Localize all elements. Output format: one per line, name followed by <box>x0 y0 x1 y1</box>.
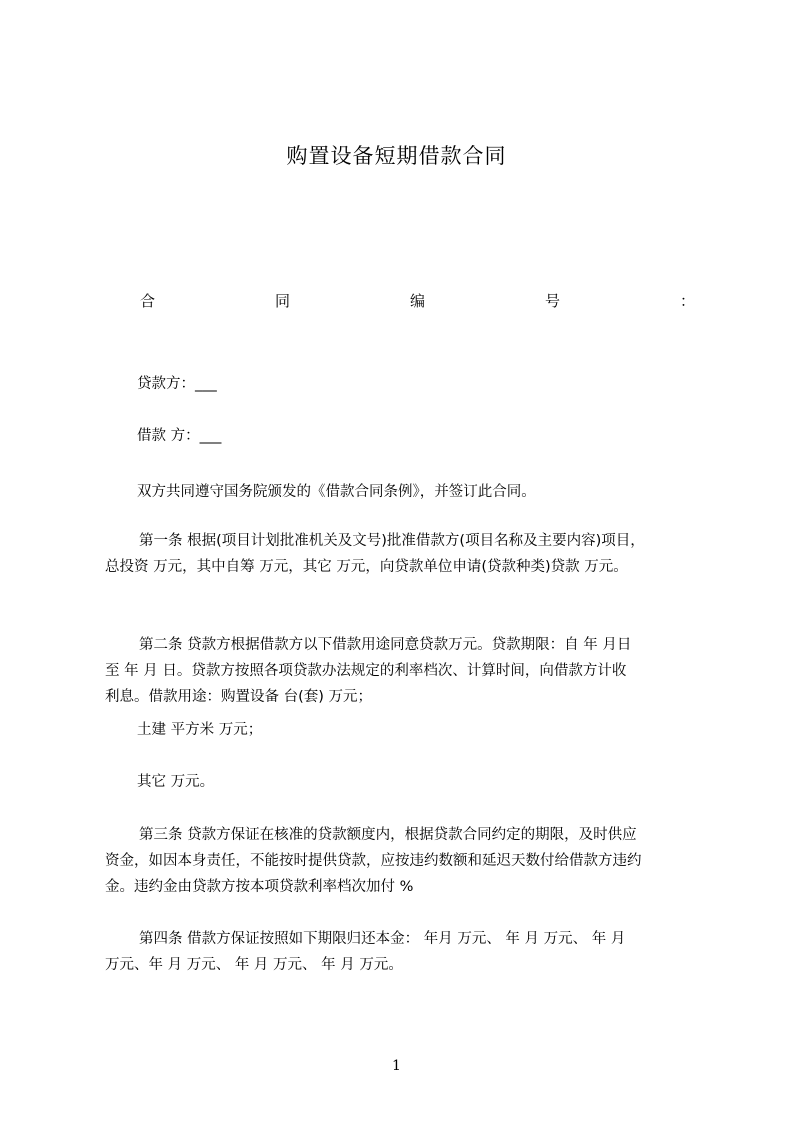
civil-works-line: 土建 平方米 万元； <box>137 722 263 738</box>
contract-number-char: 同 <box>274 292 290 310</box>
article-3-line: 第三条 贷款方保证在核准的贷款额度内，根据贷款合同约定的期限，及时供应 <box>139 827 637 843</box>
article-2-line: 第二条 贷款方根据借款方以下借款用途同意贷款万元。贷款期限：自 年 月日 <box>139 637 632 653</box>
contract-number-colon: ： <box>679 292 695 310</box>
intro-paragraph: 双方共同遵守国务院颁发的《借款合同条例》，并签订此合同。 <box>137 484 536 500</box>
borrower-line: 借款 方：___ <box>137 428 222 444</box>
article-2-line: 利息。借款用途：购置设备 台(套) 万元； <box>105 689 373 705</box>
article-1-line: 总投资 万元，其中自筹 万元，其它 万元，向贷款单位申请(贷款种类)贷款 万元。 <box>105 559 628 575</box>
article-3 <box>105 822 700 900</box>
article-2 <box>105 632 700 710</box>
contract-number-line <box>140 290 695 311</box>
article-3-line: 资金，如因本身责任，不能按时提供贷款，应按违约数额和延迟天数付给借款方违约 <box>105 853 642 869</box>
document-title: 购置设备短期借款合同 <box>286 144 507 168</box>
article-2-line: 至 年 月 日。贷款方按照各项贷款办法规定的利率档次、计算时间，向借款方计收 <box>105 663 627 679</box>
contract-number-char: 合 <box>140 292 156 310</box>
article-1 <box>105 528 700 580</box>
page-number: 1 <box>392 1058 401 1074</box>
lender-line: 贷款方：___ <box>137 376 217 392</box>
article-4-line: 万元、年 月 万元、 年 月 万元、 年 月 万元。 <box>105 957 403 973</box>
other-costs-line: 其它 万元。 <box>137 774 215 790</box>
contract-number-char: 号 <box>544 292 560 310</box>
article-4 <box>105 926 700 978</box>
article-4-line: 第四条 借款方保证按照如下期限归还本金： 年月 万元、 年 月 万元、 年 月 <box>139 931 626 947</box>
contract-number-char: 编 <box>409 292 425 310</box>
article-3-line: 金。违约金由贷款方按本项贷款利率档次加付 % <box>105 879 414 895</box>
article-1-line: 第一条 根据(项目计划批准机关及文号)批准借款方(项目名称及主要内容)项目， <box>139 533 645 549</box>
